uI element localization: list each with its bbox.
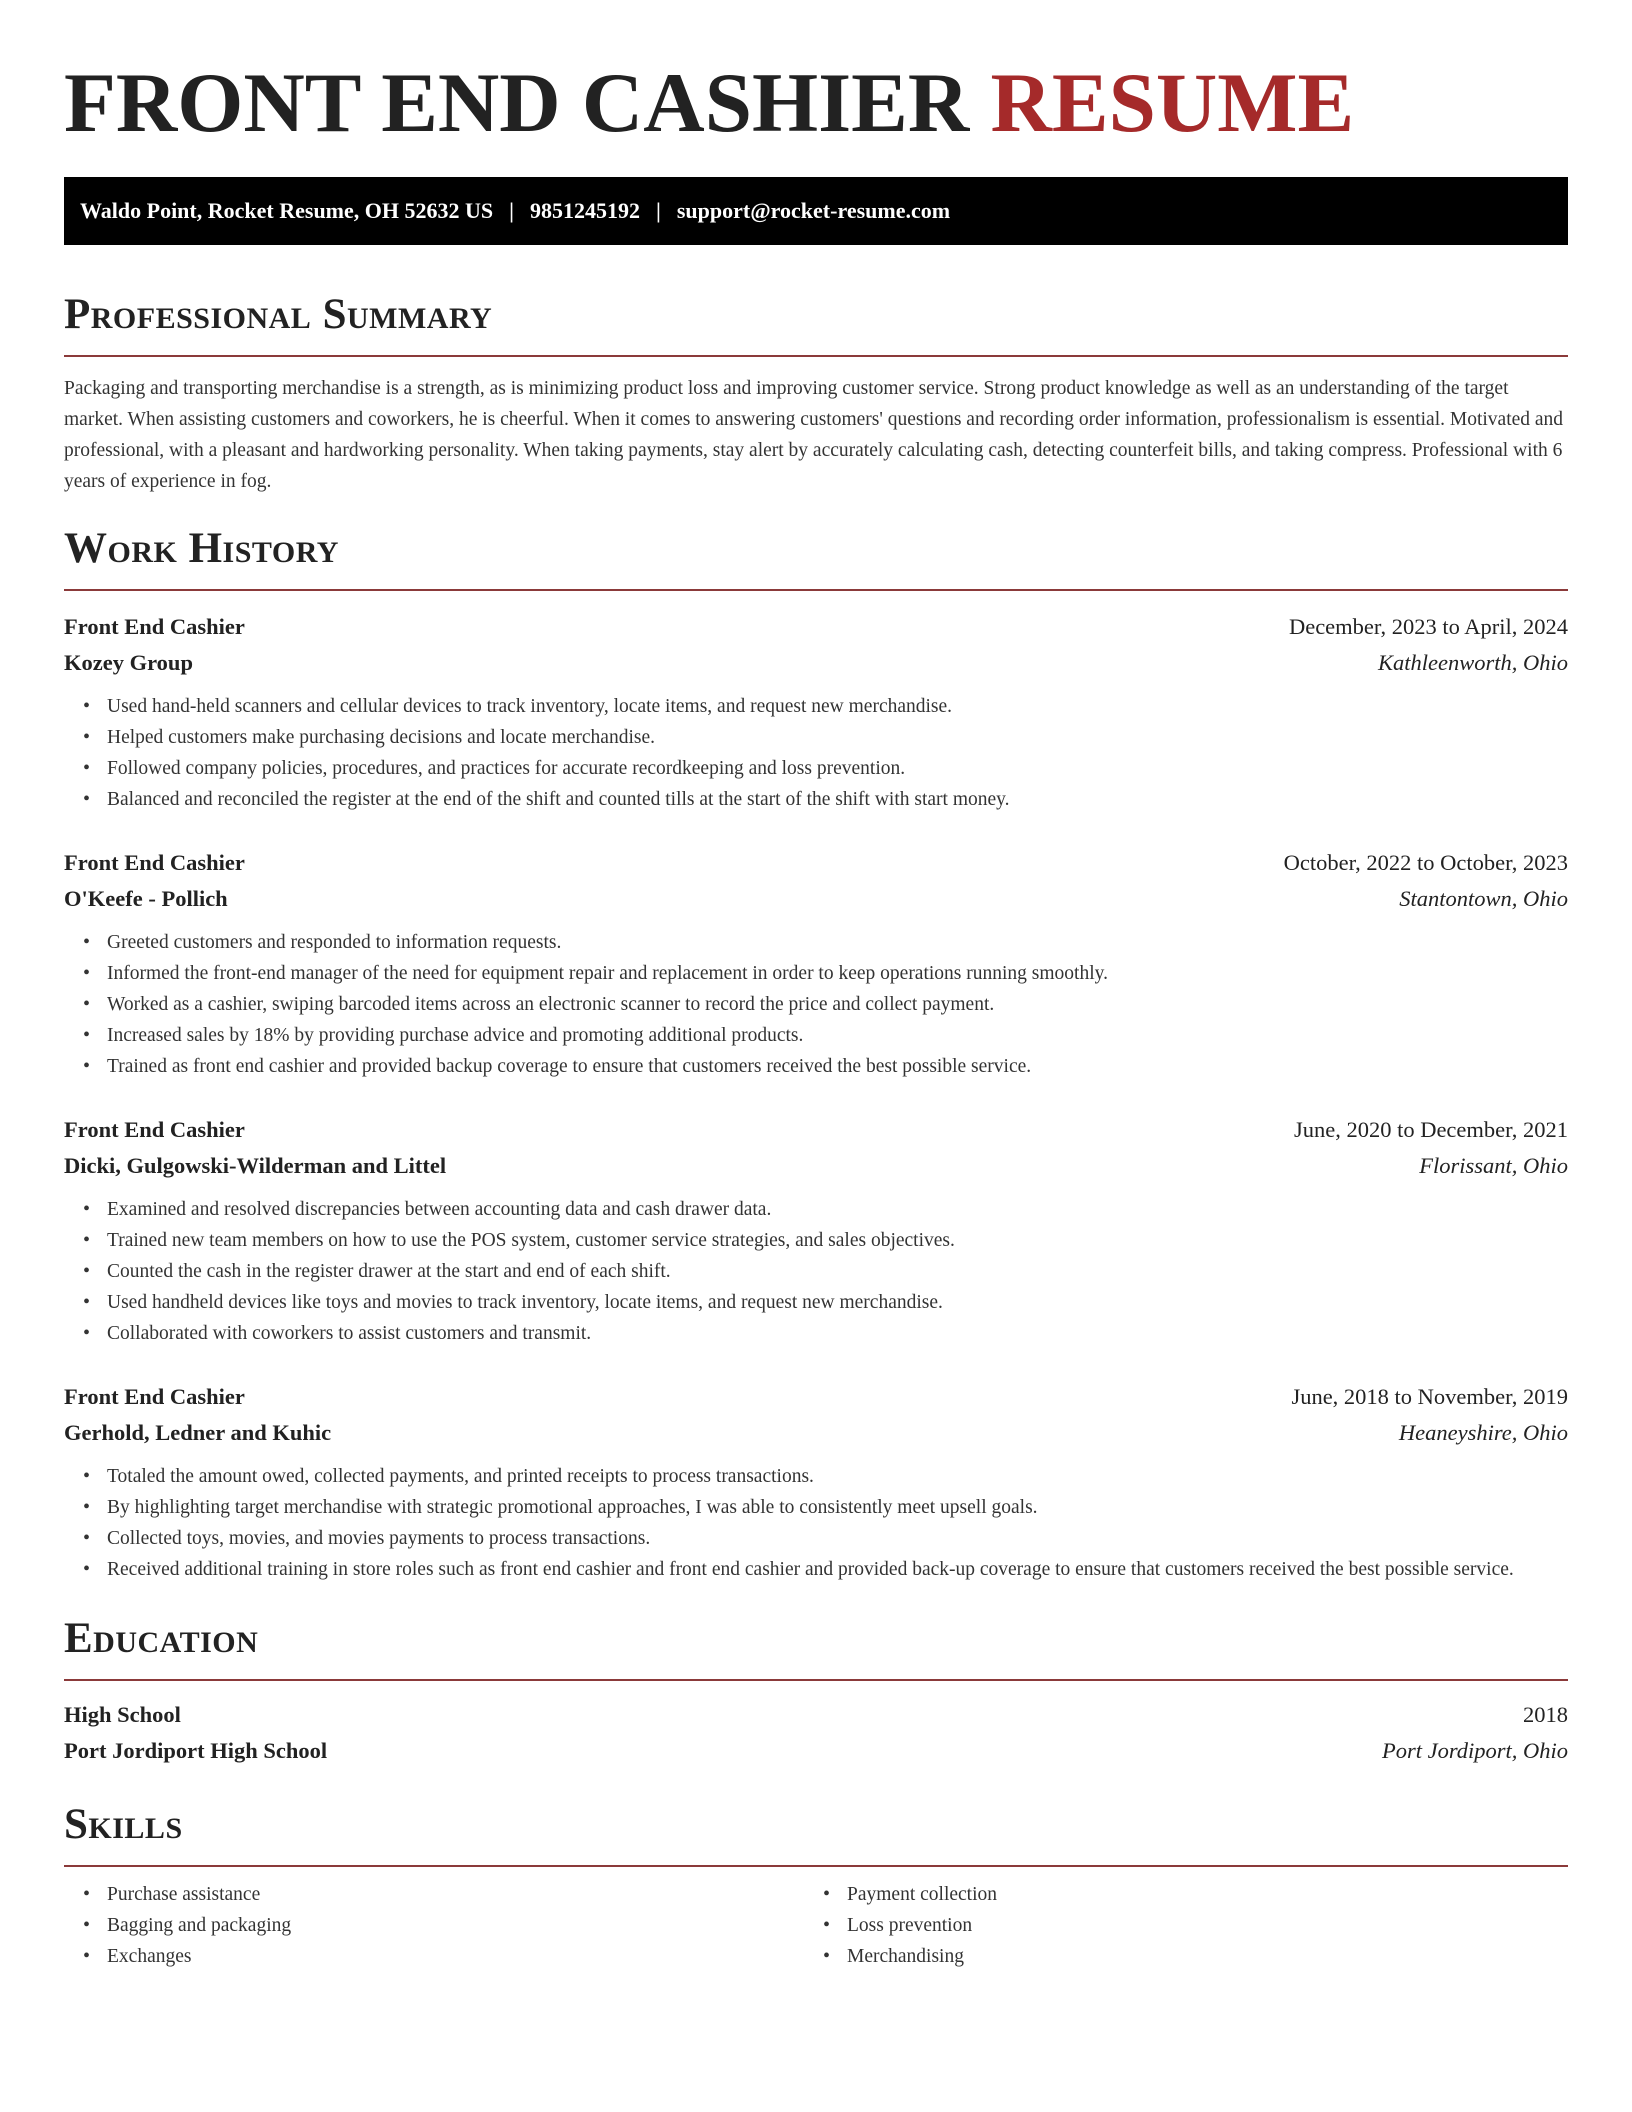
contact-email: support@rocket-resume.com [676, 198, 951, 223]
job-bullet: • Totaled the amount owed, collected payments, and printed receipts to process transactions. [107, 1461, 1568, 1492]
job-entry [64, 1379, 1568, 1585]
job-title: Front End Cashier [64, 1384, 245, 1409]
education-degree: High School [64, 1702, 181, 1727]
skill-item: • Merchandising [847, 1941, 1544, 1972]
section-divider [64, 589, 1568, 591]
job-bullet: • Trained new team members on how to use the POS system, customer service strategies, and sales objectives. [107, 1225, 1568, 1256]
job-bullets [64, 1461, 1568, 1585]
skill-item: • Exchanges [107, 1941, 804, 1972]
job-bullet: • Trained as front end cashier and provided backup coverage to ensure that customers received the best possible service. [107, 1051, 1568, 1082]
job-dates: October, 2022 to October, 2023 [1283, 850, 1568, 875]
job-dates: December, 2023 to April, 2024 [1288, 614, 1568, 639]
job-title: Front End Cashier [64, 850, 245, 875]
job-bullet: • Used hand-held scanners and cellular devices to track inventory, locate items, and request new merchandise. [107, 691, 1568, 722]
job-bullet: • Helped customers make purchasing decisions and locate merchandise. [107, 722, 1568, 753]
section-divider [64, 1865, 1568, 1867]
job-bullet: • Greeted customers and responded to information requests. [107, 927, 1568, 958]
title-accent: RESUME [990, 56, 1355, 150]
education-location: Port Jordiport, Ohio [1381, 1738, 1568, 1763]
contact-address: Waldo Point, Rocket Resume, OH 52632 US [80, 198, 494, 223]
job-location: Kathleenworth, Ohio [1378, 650, 1568, 675]
contact-separator: | [655, 198, 661, 223]
job-bullet: • Counted the cash in the register drawer at the start and end of each shift. [107, 1256, 1568, 1287]
section-divider [64, 1679, 1568, 1681]
job-bullet: • Examined and resolved discrepancies between accounting data and cash drawer data. [107, 1194, 1568, 1225]
section-divider [64, 355, 1568, 357]
job-bullets [64, 1194, 1568, 1349]
contact-phone: 9851245192 [529, 198, 640, 223]
skills-column-right [804, 1879, 1544, 1972]
job-location: Stantontown, Ohio [1399, 886, 1568, 911]
job-entry [64, 845, 1568, 1082]
job-bullets [64, 927, 1568, 1082]
skills-heading: Skills [64, 1801, 183, 1848]
title-main: FRONT END CASHIER [64, 56, 970, 150]
work-history-section [64, 523, 1568, 1585]
job-bullet: • Balanced and reconciled the register at the end of the shift and counted tills at the start of the shift with start money. [107, 784, 1568, 815]
education-section [64, 1613, 1568, 1769]
job-bullet: • Used handheld devices like toys and movies to track inventory, locate items, and request new merchandise. [107, 1287, 1568, 1318]
skill-item: • Bagging and packaging [107, 1910, 804, 1941]
contact-separator: | [509, 198, 514, 223]
education-heading: Education [64, 1615, 259, 1662]
job-company: Gerhold, Ledner and Kuhic [64, 1420, 332, 1445]
resume-title [64, 48, 1568, 158]
contact-bar [64, 177, 1568, 245]
job-bullet: • Worked as a cashier, swiping barcoded items across an electronic scanner to record the price and collect payment. [107, 989, 1568, 1020]
job-company: O'Keefe - Pollich [64, 886, 228, 911]
job-company: Kozey Group [64, 650, 193, 675]
job-dates: June, 2020 to December, 2021 [1293, 1117, 1568, 1142]
job-bullet: • By highlighting target merchandise with strategic promotional approaches, I was able to consistently meet upsell goals. [107, 1492, 1568, 1523]
job-bullet: • Followed company policies, procedures, and practices for accurate recordkeeping and loss prevention. [107, 753, 1568, 784]
work-history-heading: Work History [64, 525, 339, 572]
summary-heading: Professional Summary [64, 291, 493, 338]
skill-item: • Loss prevention [847, 1910, 1544, 1941]
job-bullet: • Informed the front-end manager of the need for equipment repair and replacement in order to keep operations running smoothly. [107, 958, 1568, 989]
skills-column-left [64, 1879, 804, 1972]
job-company: Dicki, Gulgowski-Wilderman and Littel [64, 1153, 447, 1178]
job-entry [64, 609, 1568, 815]
skill-item: • Purchase assistance [107, 1879, 804, 1910]
job-bullet: • Collected toys, movies, and movies payments to process transactions. [107, 1523, 1568, 1554]
job-bullets [64, 691, 1568, 815]
job-bullet: • Collaborated with coworkers to assist customers and transmit. [107, 1318, 1568, 1349]
summary-text: Packaging and transporting merchandise is a strength, as is minimizing product loss and improving customer service. Strong product knowledge as well as an understanding of the target market. When assisting customers and coworkers, he is cheerful. When it comes to answering customers' questions and recording order information, professionalism is essential. Motivated and professional, with a pleasant and hardworking personality. When taking payments, stay alert by accurately calculating cash, detecting counterfeit bills, and taking compress. Professional with 6 years of experience in fog. [64, 378, 1564, 492]
job-bullet: • Increased sales by 18% by providing purchase advice and promoting additional products. [107, 1020, 1568, 1051]
job-entry [64, 1112, 1568, 1349]
job-title: Front End Cashier [64, 1117, 245, 1142]
skill-item: • Payment collection [847, 1879, 1544, 1910]
job-dates: June, 2018 to November, 2019 [1291, 1384, 1568, 1409]
job-location: Heaneyshire, Ohio [1398, 1420, 1568, 1445]
job-location: Florissant, Ohio [1419, 1153, 1568, 1178]
job-title: Front End Cashier [64, 614, 245, 639]
education-school: Port Jordiport High School [64, 1738, 328, 1763]
job-bullet: • Received additional training in store roles such as front end cashier and front end cashier and provided back-up coverage to ensure that customers received the best possible service. [107, 1554, 1568, 1585]
education-year: 2018 [1523, 1702, 1568, 1727]
skills-section [64, 1799, 1568, 1972]
skills-grid [64, 1879, 1568, 1972]
summary-section [64, 289, 1568, 497]
